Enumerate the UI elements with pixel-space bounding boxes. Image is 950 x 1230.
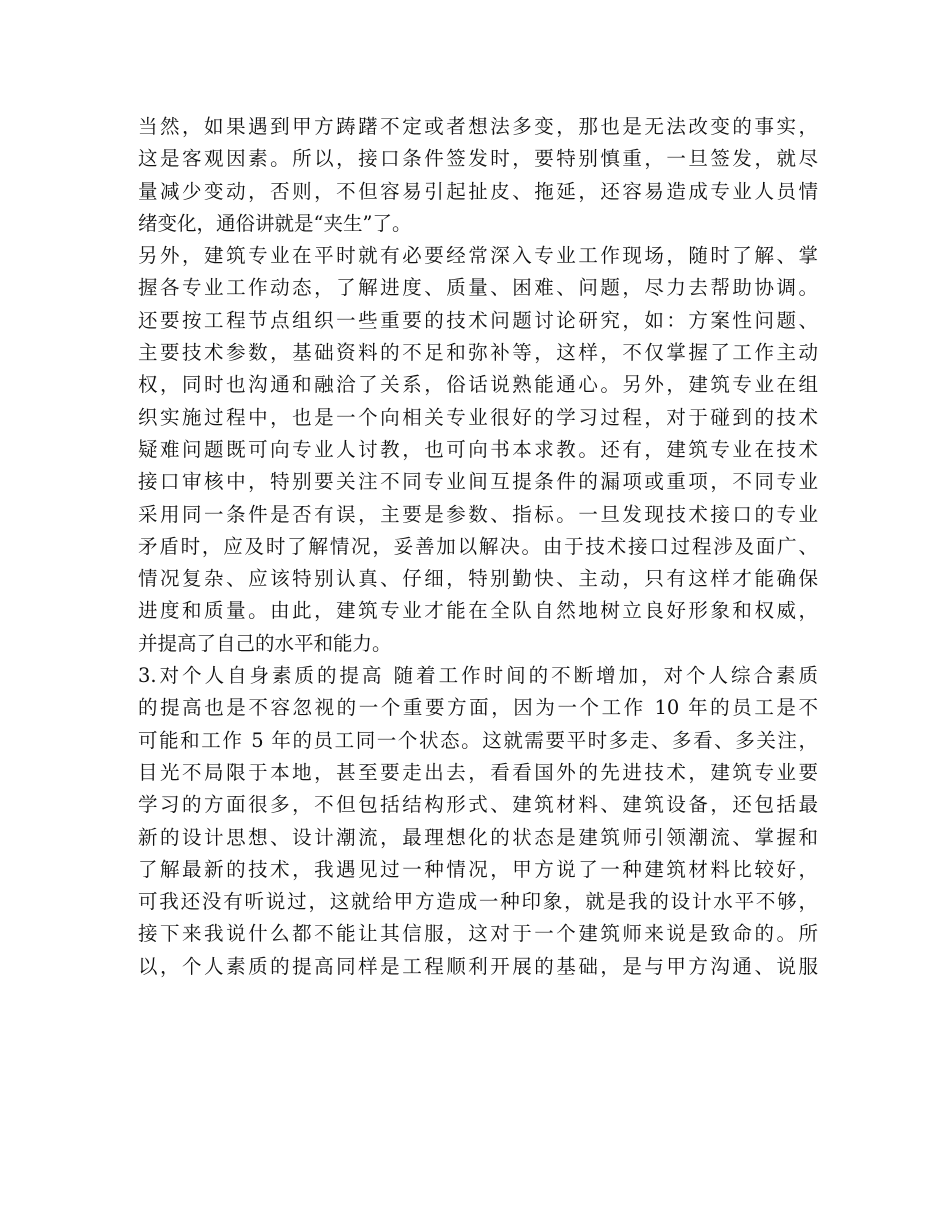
text-line: 情况复杂、应该特别认真、仔细，特别勤快、主动，只有这样才能确保 (138, 567, 818, 591)
text-line: 目光不局限于本地，甚至要走出去，看看国外的先进技术，建筑专业要 (138, 760, 818, 784)
document-body (138, 111, 818, 983)
text-line: 当然，如果遇到甲方踌躇不定或者想法多变，那也是无法改变的事实， (138, 115, 818, 138)
text-line: 可能和工作 5 年的员工同一个状态。这就需要平时多走、多看、多关注， (138, 728, 818, 752)
text-line: 握各专业工作动态，了解进度、质量、困难、问题，尽力去帮助协调。 (138, 276, 818, 300)
text-line: 了解最新的技术，我遇见过一种情况，甲方说了一种建筑材料比较好， (138, 857, 818, 881)
text-line: 接口审核中，特别要关注不同专业间互提条件的漏项或重项，不同专业 (138, 470, 818, 494)
text-line: 的提高也是不容忽视的一个重要方面，因为一个工作 10 年的员工是不 (138, 696, 818, 720)
section-heading-line: 3.对个人自身素质的提高 随着工作时间的不断增加，对个人综合素质 (138, 664, 818, 688)
text-line: 权，同时也沟通和融洽了关系，俗话说熟能通心。另外，建筑专业在组 (138, 373, 818, 397)
text-line: 新的设计思想、设计潮流，最理想化的状态是建筑师引领潮流、掌握和 (138, 825, 818, 849)
text-line: 进度和质量。由此，建筑专业才能在全队自然地树立良好形象和权威， (138, 599, 818, 623)
text-line: 并提高了自己的水平和能力。 (138, 631, 392, 655)
text-line: 绪变化，通俗讲就是“夹生”了。 (138, 211, 412, 235)
text-line: 疑难问题既可向专业人讨教，也可向书本求教。还有，建筑专业在技术 (138, 437, 818, 461)
text-line: 可我还没有听说过，这就给甲方造成一种印象，就是我的设计水平不够， (138, 890, 818, 914)
text-line: 这是客观因素。所以，接口条件签发时，要特别慎重，一旦签发，就尽 (138, 147, 818, 171)
text-line: 接下来我说什么都不能让其信服，这对于一个建筑师来说是致命的。所 (138, 922, 818, 946)
text-line: 还要按工程节点组织一些重要的技术问题讨论研究，如：方案性问题、 (138, 308, 818, 332)
text-line: 采用同一条件是否有误，主要是参数、指标。一旦发现技术接口的专业 (138, 502, 818, 526)
text-line: 织实施过程中，也是一个向相关专业很好的学习过程，对于碰到的技术 (138, 405, 818, 429)
text-line: 以，个人素质的提高同样是工程顺利开展的基础，是与甲方沟通、说服 (138, 954, 818, 978)
text-line: 量减少变动，否则，不但容易引起扯皮、拖延，还容易造成专业人员情 (138, 179, 818, 203)
text-line: 矛盾时，应及时了解情况，妥善加以解决。由于技术接口过程涉及面广、 (138, 534, 818, 558)
text-line: 主要技术参数，基础资料的不足和弥补等，这样，不仅掌握了工作主动 (138, 341, 818, 365)
text-line: 学习的方面很多，不但包括结构形式、建筑材料、建筑设备，还包括最 (138, 793, 818, 817)
text-line: 另外，建筑专业在平时就有必要经常深入专业工作现场，随时了解、掌 (138, 244, 818, 268)
